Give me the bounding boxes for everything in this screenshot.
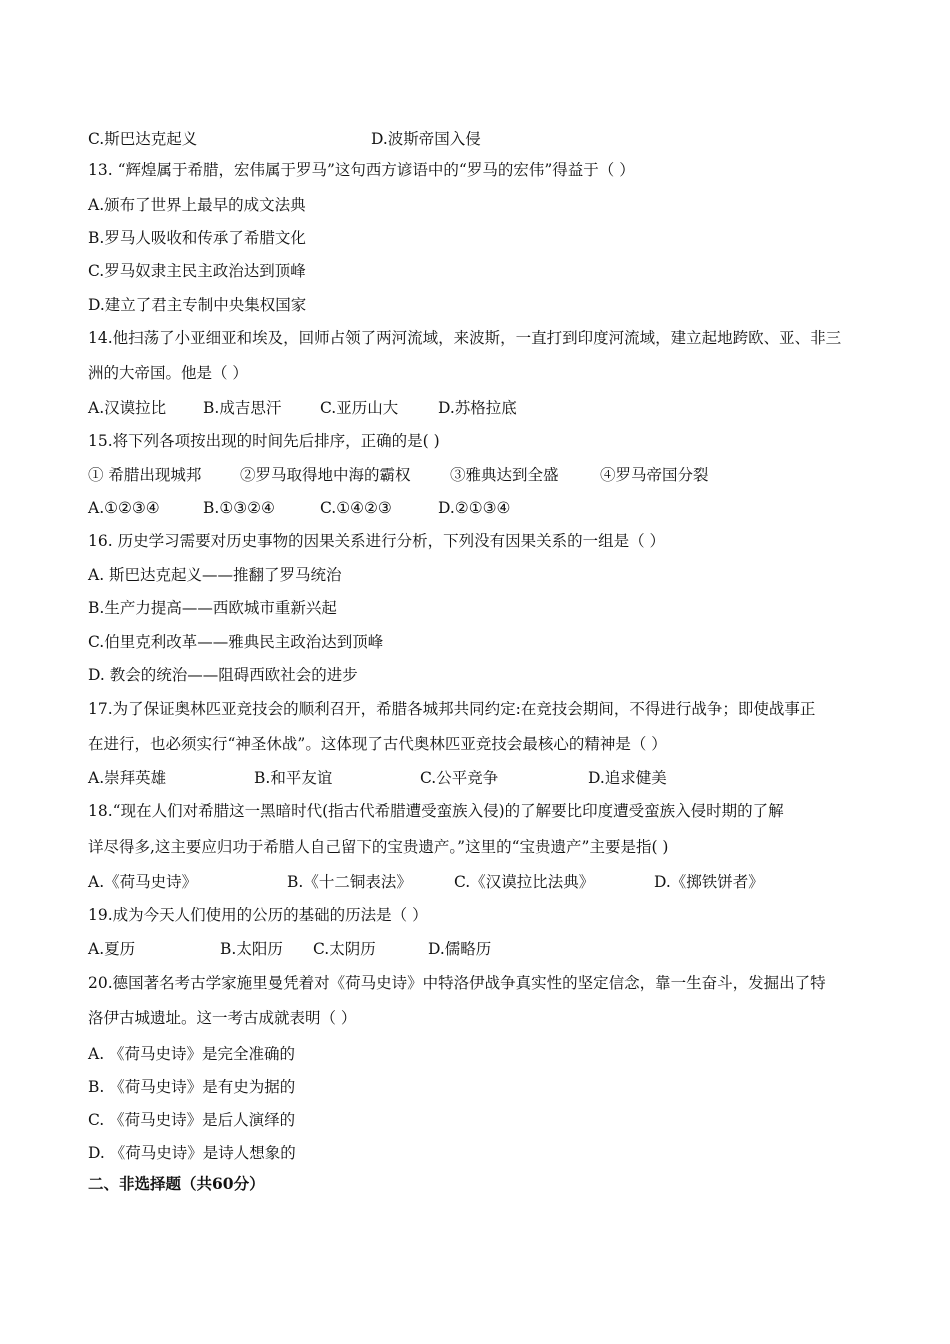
text-line: A. 斯巴达克起义——推翻了罗马统治 — [88, 566, 342, 584]
answer-option: A.崇拜英雄 — [88, 769, 167, 787]
text-line: 详尽得多,这主要应归功于希腊人自己留下的宝贵遗产。”这里的“宝贵遗产”主要是指( ) — [88, 838, 669, 856]
section-heading: 二、非选择题（共60分） — [88, 1174, 265, 1193]
text-line: B.罗马人吸收和传承了希腊文化 — [88, 229, 306, 247]
text-line: D.建立了君主专制中央集权国家 — [88, 296, 307, 314]
answer-option: B.《十二铜表法》 — [287, 873, 412, 891]
text-line: 洛伊古城遗址。这一考古成就表明（ ） — [88, 1009, 357, 1027]
answer-option: D.儒略历 — [428, 940, 492, 958]
text-line: 17.为了保证奥林匹亚竞技会的顺利召开，希腊各城邦共同约定:在竞技会期间，不得进行战争；即使战事正 — [88, 700, 816, 718]
text-line: 15.将下列各项按出现的时间先后排序，正确的是( ) — [88, 432, 440, 450]
answer-option: B.和平友谊 — [254, 769, 333, 787]
answer-option: A.汉谟拉比 — [88, 399, 167, 417]
answer-option: C.《汉谟拉比法典》 — [454, 873, 595, 891]
answer-option: A.①②③④ — [88, 499, 160, 517]
answer-option: D.波斯帝国入侵 — [371, 130, 481, 148]
answer-option: ②罗马取得地中海的霸权 — [240, 466, 411, 484]
text-line: 13. “辉煌属于希腊，宏伟属于罗马”这句西方谚语中的“罗马的宏伟”得益于（ ） — [88, 161, 635, 179]
answer-option: D.《掷铁饼者》 — [654, 873, 764, 891]
answer-option: C.公平竞争 — [420, 769, 499, 787]
text-line: 18.“现在人们对希腊这一黑暗时代(指古代希腊遭受蛮族入侵)的了解要比印度遭受蛮族入侵时期的了解 — [88, 802, 784, 820]
answer-option: B.太阳历 — [220, 940, 283, 958]
answer-option: ③雅典达到全盛 — [450, 466, 559, 484]
text-line: B. 《荷马史诗》是有史为据的 — [88, 1078, 296, 1096]
answer-option: C.亚历山大 — [320, 399, 399, 417]
text-line: C. 《荷马史诗》是后人演绎的 — [88, 1111, 296, 1129]
answer-option: D.②①③④ — [438, 499, 511, 517]
text-line: 在进行，也必须实行“神圣休战”。这体现了古代奥林匹亚竞技会最核心的精神是（ ） — [88, 735, 667, 753]
text-line: D. 教会的统治——阻碍西欧社会的进步 — [88, 666, 358, 684]
answer-option: B.①③②④ — [203, 499, 275, 517]
answer-option: C.太阴历 — [313, 940, 376, 958]
answer-option: C.①④②③ — [320, 499, 392, 517]
answer-option: C.斯巴达克起义 — [88, 130, 198, 148]
text-line: A.颁布了世界上最早的成文法典 — [88, 196, 306, 214]
text-line: B.生产力提高——西欧城市重新兴起 — [88, 599, 337, 617]
text-line: C.罗马奴隶主民主政治达到顶峰 — [88, 262, 306, 280]
text-line: 20.德国著名考古学家施里曼凭着对《荷马史诗》中特洛伊战争真实性的坚定信念，靠一生奋斗，发掘出了特 — [88, 974, 826, 992]
answer-option: A.夏历 — [88, 940, 136, 958]
text-line: 16. 历史学习需要对历史事物的因果关系进行分析，下列没有因果关系的一组是（ ） — [88, 532, 666, 550]
text-line: 洲的大帝国。他是（ ） — [88, 364, 248, 382]
answer-option: D.追求健美 — [588, 769, 667, 787]
text-line: D. 《荷马史诗》是诗人想象的 — [88, 1144, 296, 1162]
answer-option: A.《荷马史诗》 — [88, 873, 198, 891]
answer-option: B.成吉思汗 — [203, 399, 282, 417]
answer-option: ① 希腊出现城邦 — [88, 466, 202, 484]
text-line: A. 《荷马史诗》是完全准确的 — [88, 1045, 296, 1063]
text-line: C.伯里克利改革——雅典民主政治达到顶峰 — [88, 633, 384, 651]
text-line: 19.成为今天人们使用的公历的基础的历法是（ ） — [88, 906, 428, 924]
answer-option: D.苏格拉底 — [438, 399, 517, 417]
text-line: 14.他扫荡了小亚细亚和埃及，回师占领了两河流域，来波斯，一直打到印度河流域，建立起地跨欧、亚、非三 — [88, 329, 842, 347]
answer-option: ④罗马帝国分裂 — [600, 466, 709, 484]
